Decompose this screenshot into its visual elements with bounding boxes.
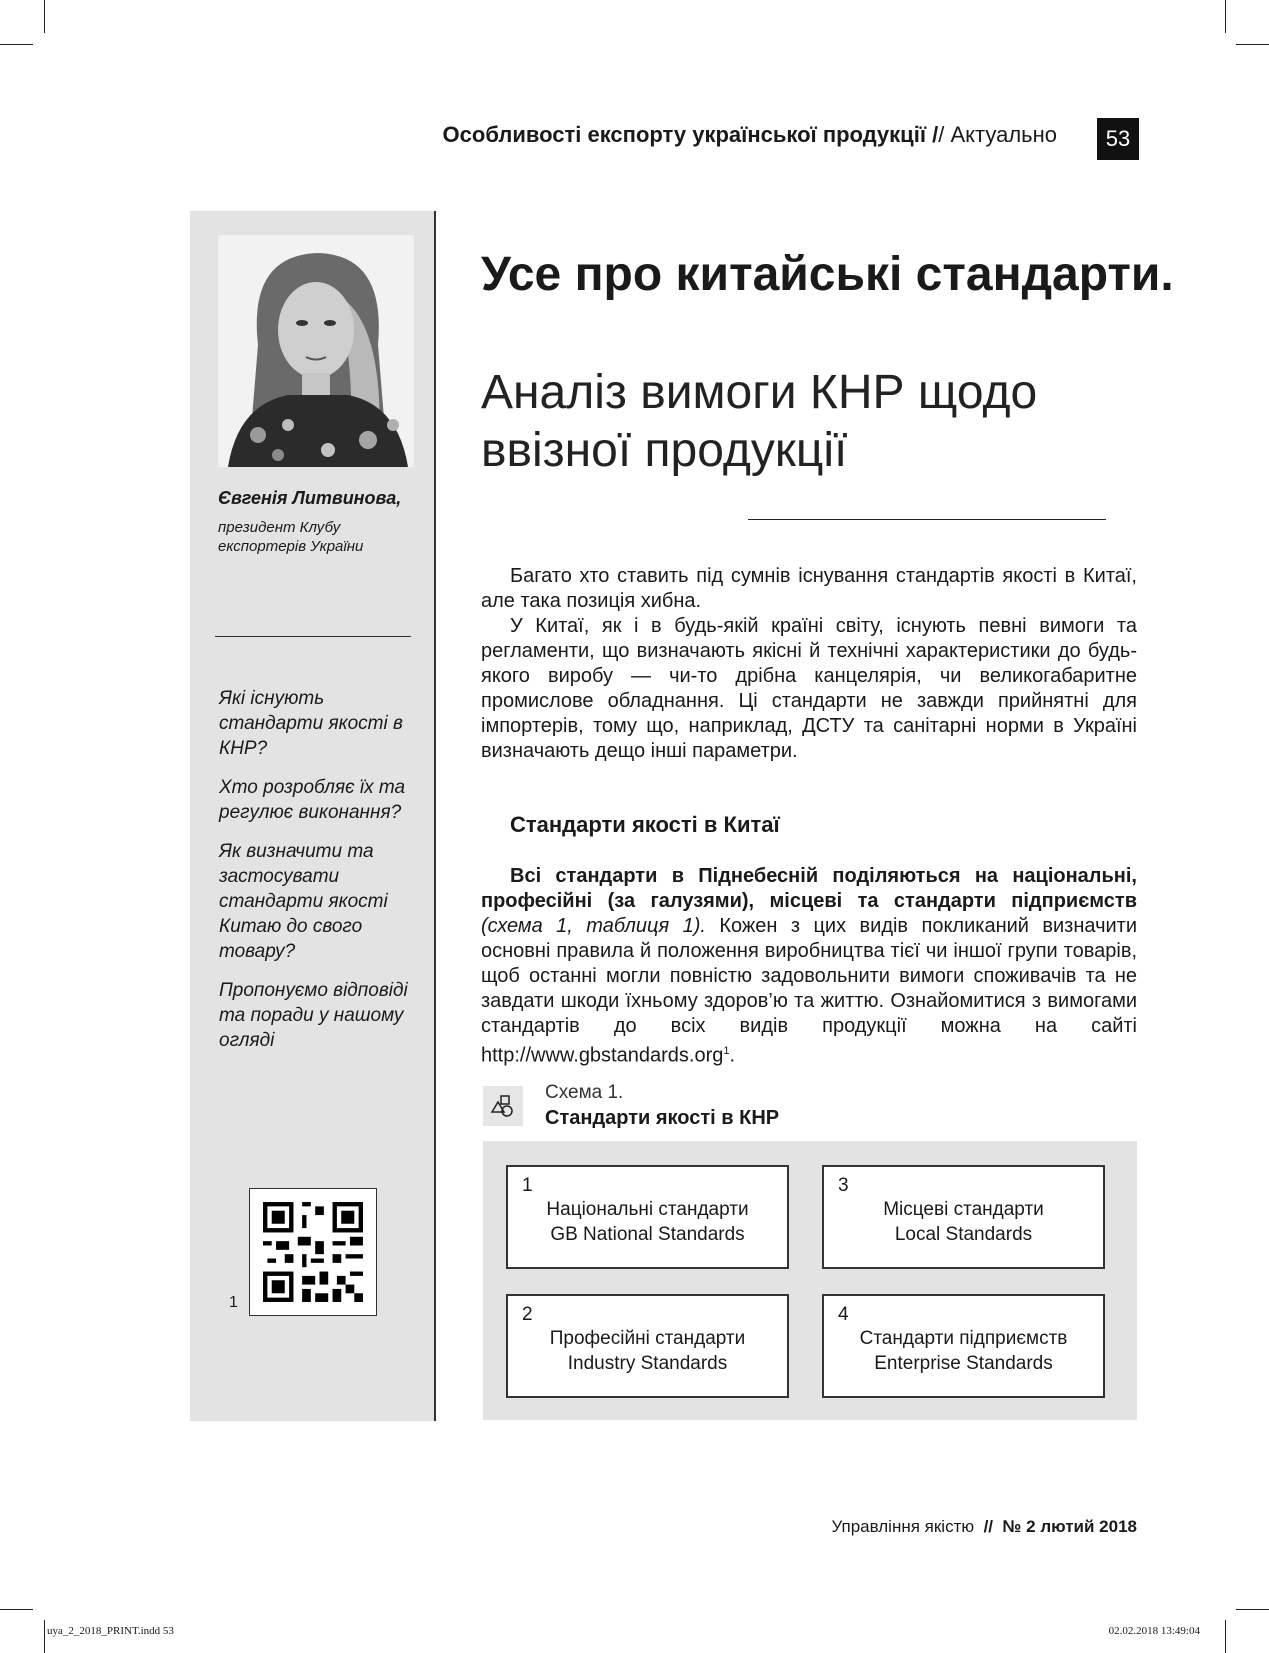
box-label-ua: Місцеві стандарти <box>883 1199 1044 1220</box>
sidebar-question: Які існують стандарти якості в КНР? <box>219 688 403 759</box>
crop-mark <box>1225 0 1226 33</box>
article-title-light: Аналіз вимоги КНР щодо ввізної продукції <box>481 366 1038 477</box>
title-rule <box>748 519 1106 520</box>
author-name: Євгенія Литвинова, <box>218 488 402 508</box>
section-body <box>481 864 1137 1069</box>
sidebar-divider-line <box>434 211 436 1421</box>
box-label-en: Enterprise Standards <box>874 1353 1053 1374</box>
box-label-en: GB National Standards <box>550 1224 745 1245</box>
footer-separator: // <box>983 1517 994 1536</box>
sidebar-questions <box>219 686 409 1067</box>
sidebar-separator <box>215 636 411 637</box>
author-photo <box>218 235 414 467</box>
footer-issue: № 2 лютий 2018 <box>1002 1517 1137 1536</box>
section-italic-ref: (схема 1, таблиця 1). <box>481 915 706 937</box>
intro-paragraph: У Китаї, як і в будь-якій країні світу, існують певні вимоги та регламенти, що визначають якісні й технічні характеристики до будь-якого виробу — чи-то дрібна канцелярія, чи великогабаритне промислове обладнання. Ці стандарти не завжди прийнятні для імпортерів, тому що, наприклад, ДСТУ та санітарні норми в Україні визначають дещо інші параметри. <box>481 615 1137 762</box>
crop-mark <box>44 0 45 33</box>
crop-mark <box>0 44 33 45</box>
author-role: президент Клубу експортерів України <box>218 519 364 555</box>
crop-mark <box>0 1609 33 1610</box>
box-label-ua: Стандарти підприємств <box>859 1328 1068 1349</box>
shapes-icon <box>490 1093 516 1119</box>
section-heading: Стандарти якості в Китаї <box>510 812 780 837</box>
qr-footnote-number: 1 <box>229 1294 238 1311</box>
crop-mark <box>44 1620 45 1653</box>
standard-box <box>506 1294 789 1398</box>
intro-paragraph: Багато хто ставить під сумнів існування стандартів якості в Китаї, але така позиція хибна. <box>481 565 1137 612</box>
standard-box <box>822 1165 1105 1269</box>
running-header <box>443 122 1057 148</box>
box-number: 2 <box>522 1304 533 1325</box>
box-number: 4 <box>838 1304 849 1325</box>
print-slug-date: 02.02.2018 13:49:04 <box>1108 1625 1200 1637</box>
box-number: 1 <box>522 1175 533 1196</box>
standard-box <box>822 1294 1105 1398</box>
scheme-title: Стандарти якості в КНР <box>545 1107 780 1129</box>
crop-mark <box>1236 1609 1269 1610</box>
sidebar-question: Хто розробляє їх та регулює виконання? <box>219 777 406 823</box>
intro-text <box>481 564 1137 764</box>
standard-box <box>506 1165 789 1269</box>
box-label-en: Local Standards <box>894 1224 1033 1245</box>
page-number: 53 <box>1097 118 1139 160</box>
footnote-ref: 1 <box>723 1045 730 1057</box>
print-slug-file: uya_2_2018_PRINT.indd 53 <box>47 1625 174 1637</box>
box-label-ua: Національні стандарти <box>546 1199 749 1220</box>
scheme-icon-box <box>483 1086 523 1126</box>
article-title-bold: Усе про китайські стандарти. <box>481 248 1174 301</box>
qr-code <box>249 1188 377 1316</box>
sidebar-question: Пропонуємо відповіді та поради у нашому огляді <box>219 980 408 1051</box>
section-paragraph: Всі стандарти в Піднебесній поділяються на національні, професійні (за галузями), місцеві та стандарти підприємств (схема 1, таблиця 1). Кожен з цих видів покликаний визначити основні правила й положення виробництва тієї чи іншої групи товарів, щоб останні могли повністю задовольнити вимоги споживачів та не завдати шкоди їхньому здоров’ю та життю. Ознайомитися з вимогами стандартів до всіх видів продукції можна на сайті http://www.gbstandards.org$^1$. <box>481 865 1138 1067</box>
box-label-en: Industry Standards <box>567 1353 728 1374</box>
footer-journal: Управління якістю <box>831 1517 975 1536</box>
sidebar-question: Як визначити та застосувати стандарти якості Китаю до свого товару? <box>219 841 388 962</box>
header-title-light: / Актуально <box>938 122 1057 147</box>
crop-mark <box>1225 1620 1226 1653</box>
scheme-label: Схема 1. <box>545 1082 624 1103</box>
box-number: 3 <box>838 1175 849 1196</box>
box-label-ua: Професійні стандарти <box>549 1328 746 1349</box>
section-bold-text: Всі стандарти в Піднебесній поділяються на національні, професійні (за галузями), місцеві та стандарти підприємств <box>481 865 1137 912</box>
section-text: Кожен з цих видів покликаний визначити основні правила й положення виробництва тієї чи іншої групи товарів, щоб останні могли повністю задовольнити вимоги споживачів та не завдати шкоди їхньому здоров’ю та життю. Ознайомитися з вимогами стандартів до всіх видів продукції можна на сайті http://www.gbstandards.org <box>481 915 1138 1067</box>
header-title-bold: Особливості експорту української продукції / <box>442 122 939 147</box>
crop-mark <box>1236 44 1269 45</box>
page-footer <box>831 1517 1137 1537</box>
